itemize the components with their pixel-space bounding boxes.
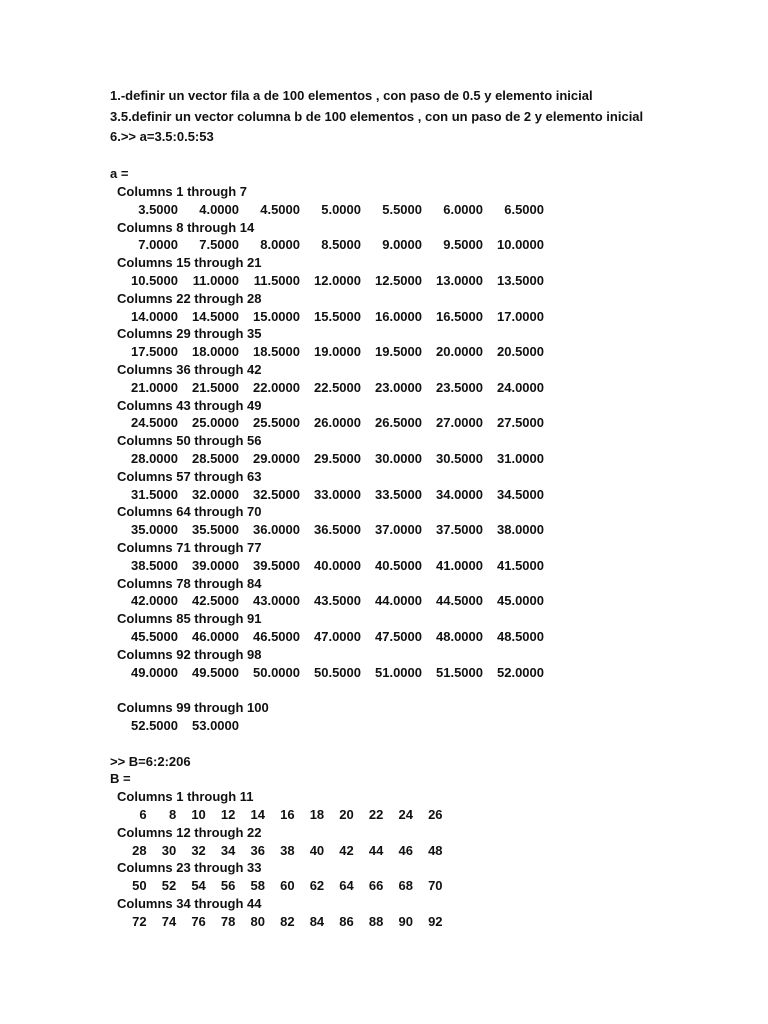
value-cell: 51.5000: [436, 664, 483, 680]
columns-header: Columns 36 through 42: [117, 362, 262, 378]
value-cell: 37.5000: [436, 522, 483, 538]
vector-b-blocks: [110, 788, 750, 930]
values-row: [110, 486, 750, 504]
value-cell: 4.5000: [260, 201, 300, 217]
value-cell: 20.5000: [497, 344, 544, 360]
value-cell: 48.0000: [436, 629, 483, 645]
value-cell: 26: [428, 806, 443, 822]
values-row: [110, 557, 750, 575]
value-cell: 90: [398, 913, 413, 929]
value-cell: 74: [161, 913, 177, 929]
value-cell: 23.5000: [436, 379, 483, 395]
value-cell: 39.0000: [192, 557, 239, 573]
columns-header: Columns 8 through 14: [117, 219, 255, 235]
value-cell: 48: [428, 842, 443, 858]
value-cell: 51.0000: [375, 664, 422, 680]
value-cell: 56: [220, 878, 236, 894]
value-cell: 34.0000: [436, 486, 483, 502]
columns-header: Columns 50 through 56: [117, 433, 262, 449]
value-cell: 38: [280, 842, 295, 858]
value-cell: 24: [398, 806, 413, 822]
value-cell: 18.5000: [253, 344, 300, 360]
value-cell: 10.5000: [131, 273, 178, 289]
value-cell: 22: [368, 806, 384, 822]
value-cell: 82: [280, 913, 295, 929]
value-cell: 25.0000: [192, 415, 239, 431]
value-cell: 44.0000: [375, 593, 422, 609]
value-cell: 84: [309, 913, 325, 929]
value-cell: 62: [309, 878, 325, 894]
value-cell: 13.5000: [497, 273, 544, 289]
vector-a-title: a =: [110, 166, 129, 182]
value-cell: 15.0000: [253, 308, 300, 324]
value-cell: 30.0000: [375, 451, 422, 467]
value-cell: 18.0000: [192, 344, 239, 360]
value-cell: 54: [191, 878, 206, 894]
columns-header: Columns 92 through 98: [117, 646, 262, 662]
value-cell: 5.0000: [321, 201, 361, 217]
blank-line: [110, 148, 750, 166]
value-cell: 92: [428, 913, 443, 929]
value-cell: 78: [220, 913, 236, 929]
value-cell: 26.5000: [375, 415, 422, 431]
value-cell: 45.0000: [497, 593, 544, 609]
value-cell: 48.5000: [497, 629, 544, 645]
value-cell: 40.0000: [314, 557, 361, 573]
command-line-b: >> B=6:2:206: [110, 753, 191, 769]
value-cell: 60: [280, 878, 295, 894]
values-row: [110, 913, 750, 931]
value-cell: 6.0000: [443, 201, 483, 217]
value-cell: 16.5000: [436, 308, 483, 324]
values-row: [110, 201, 750, 219]
value-cell: 18: [309, 806, 325, 822]
values-row: [110, 842, 750, 860]
values-row: [110, 343, 750, 361]
value-cell: 49.5000: [192, 664, 239, 680]
value-cell: 34.5000: [497, 486, 544, 502]
value-cell: 31.0000: [497, 451, 544, 467]
value-cell: 12: [220, 806, 236, 822]
value-cell: 47.5000: [375, 629, 422, 645]
value-cell: 8.0000: [260, 237, 300, 253]
value-cell: 46.5000: [253, 629, 300, 645]
value-cell: 21.5000: [192, 379, 239, 395]
value-cell: 47.0000: [314, 629, 361, 645]
columns-header: Columns 23 through 33: [117, 860, 262, 876]
value-cell: 36.0000: [253, 522, 300, 538]
value-cell: 19.5000: [375, 344, 422, 360]
value-cell: 42.5000: [192, 593, 239, 609]
value-cell: 29.0000: [253, 451, 300, 467]
value-cell: 37.0000: [375, 522, 422, 538]
value-cell: 7.5000: [199, 237, 239, 253]
values-row: [110, 272, 750, 290]
value-cell: 88: [368, 913, 384, 929]
value-cell: 14: [250, 806, 265, 822]
value-cell: 9.0000: [382, 237, 422, 253]
command-line-a: 6.>> a=3.5:0.5:53: [110, 129, 214, 144]
value-cell: 30.5000: [436, 451, 483, 467]
columns-header: Columns 15 through 21: [117, 255, 262, 271]
value-cell: 46: [398, 842, 413, 858]
value-cell: 9.5000: [443, 237, 483, 253]
values-row: [110, 717, 750, 735]
values-row: [110, 450, 750, 468]
value-cell: 86: [339, 913, 354, 929]
value-cell: 52: [161, 878, 177, 894]
value-cell: 80: [250, 913, 265, 929]
value-cell: 11.0000: [192, 273, 239, 289]
value-cell: 29.5000: [314, 451, 361, 467]
value-cell: 41.0000: [436, 557, 483, 573]
columns-header: Columns 34 through 44: [117, 895, 262, 911]
value-cell: 28.0000: [131, 451, 178, 467]
columns-header: Columns 29 through 35: [117, 326, 262, 342]
columns-header: Columns 43 through 49: [117, 397, 262, 413]
value-cell: 27.0000: [436, 415, 483, 431]
value-cell: 30: [161, 842, 177, 858]
columns-header: Columns 71 through 77: [117, 540, 262, 556]
value-cell: 76: [191, 913, 206, 929]
value-cell: 24.5000: [131, 415, 178, 431]
columns-header: Columns 12 through 22: [117, 824, 262, 840]
value-cell: 15.5000: [314, 308, 361, 324]
value-cell: 46.0000: [192, 629, 239, 645]
value-cell: 66: [368, 878, 384, 894]
value-cell: 12.0000: [314, 273, 361, 289]
value-cell: 19.0000: [314, 344, 361, 360]
value-cell: 8: [168, 806, 177, 822]
value-cell: 44.5000: [436, 593, 483, 609]
matlab-output: [110, 148, 750, 931]
value-cell: 32.0000: [192, 486, 239, 502]
value-cell: 11.5000: [253, 273, 300, 289]
value-cell: 27.5000: [497, 415, 544, 431]
value-cell: 35.5000: [192, 522, 239, 538]
values-row: [110, 877, 750, 895]
values-row: [110, 236, 750, 254]
value-cell: 25.5000: [253, 415, 300, 431]
value-cell: 34: [220, 842, 236, 858]
value-cell: 49.0000: [131, 664, 178, 680]
value-cell: 5.5000: [382, 201, 422, 217]
value-cell: 72: [132, 913, 147, 929]
value-cell: 13.0000: [436, 273, 483, 289]
blank-line: [110, 681, 750, 699]
value-cell: 43.0000: [253, 593, 300, 609]
vector-a-last-block: [110, 699, 750, 735]
value-cell: 36: [250, 842, 265, 858]
value-cell: 50.5000: [314, 664, 361, 680]
value-cell: 8.5000: [321, 237, 361, 253]
values-row: [110, 664, 750, 682]
value-cell: 26.0000: [314, 415, 361, 431]
columns-header: Columns 22 through 28: [117, 290, 262, 306]
value-cell: 38.0000: [497, 522, 544, 538]
value-cell: 24.0000: [497, 379, 544, 395]
value-cell: 7.0000: [138, 237, 178, 253]
value-cell: 16.0000: [375, 308, 422, 324]
value-cell: 32: [191, 842, 206, 858]
value-cell: 50.0000: [253, 664, 300, 680]
value-cell: 22.0000: [253, 379, 300, 395]
columns-header: Columns 1 through 7: [117, 184, 247, 200]
value-cell: 3.5000: [138, 201, 178, 217]
values-row: [110, 628, 750, 646]
blank-line: [110, 735, 750, 753]
value-cell: 20.0000: [436, 344, 483, 360]
value-cell: 53.0000: [192, 718, 239, 733]
question-line-2: 3.5.definir un vector columna b de 100 elementos , con un paso de 2 y elemento inicial: [110, 108, 644, 124]
value-cell: 36.5000: [314, 522, 361, 538]
value-cell: 21.0000: [131, 379, 178, 395]
question-line-1: 1.-definir un vector fila a de 100 elementos , con paso de 0.5 y elemento inicial: [110, 88, 593, 103]
columns-header: Columns 99 through 100: [117, 700, 269, 716]
value-cell: 17.5000: [131, 344, 178, 360]
value-cell: 70: [428, 878, 443, 894]
value-cell: 4.0000: [199, 201, 239, 217]
value-cell: 14.0000: [131, 308, 178, 324]
value-cell: 10: [191, 806, 206, 822]
value-cell: 12.5000: [375, 273, 422, 289]
value-cell: 42.0000: [131, 593, 178, 609]
value-cell: 52.5000: [131, 718, 178, 733]
value-cell: 58: [250, 878, 265, 894]
value-cell: 16: [280, 806, 295, 822]
value-cell: 33.0000: [314, 486, 361, 502]
values-row: [110, 308, 750, 326]
value-cell: 44: [368, 842, 384, 858]
value-cell: 45.5000: [131, 629, 178, 645]
values-row: [110, 592, 750, 610]
values-row: [110, 379, 750, 397]
value-cell: 23.0000: [375, 379, 422, 395]
value-cell: 35.0000: [131, 522, 178, 538]
values-row: [110, 521, 750, 539]
vector-b-title: B =: [110, 771, 131, 787]
value-cell: 64: [339, 878, 354, 894]
value-cell: 20: [339, 806, 354, 822]
values-row: [110, 414, 750, 432]
values-row: [110, 806, 750, 824]
value-cell: 43.5000: [314, 593, 361, 609]
value-cell: 41.5000: [497, 557, 544, 573]
value-cell: 50: [132, 878, 147, 894]
value-cell: 14.5000: [192, 308, 239, 324]
columns-header: Columns 64 through 70: [117, 504, 262, 520]
value-cell: 6: [139, 806, 147, 822]
value-cell: 40.5000: [375, 557, 422, 573]
value-cell: 33.5000: [375, 486, 422, 502]
value-cell: 38.5000: [131, 557, 178, 573]
value-cell: 22.5000: [314, 379, 361, 395]
value-cell: 39.5000: [253, 557, 300, 573]
columns-header: Columns 85 through 91: [117, 611, 262, 627]
value-cell: 28: [132, 842, 147, 858]
value-cell: 52.0000: [497, 664, 544, 680]
value-cell: 17.0000: [497, 308, 544, 324]
value-cell: 6.5000: [504, 201, 544, 217]
document-content: [110, 86, 750, 931]
value-cell: 32.5000: [253, 486, 300, 502]
value-cell: 28.5000: [192, 451, 239, 467]
value-cell: 42: [339, 842, 354, 858]
value-cell: 68: [398, 878, 413, 894]
columns-header: Columns 78 through 84: [117, 575, 262, 591]
value-cell: 10.0000: [497, 237, 544, 253]
value-cell: 40: [309, 842, 325, 858]
columns-header: Columns 1 through 11: [117, 789, 254, 805]
vector-a-blocks: [110, 183, 750, 681]
columns-header: Columns 57 through 63: [117, 468, 262, 484]
value-cell: 31.5000: [131, 486, 178, 502]
